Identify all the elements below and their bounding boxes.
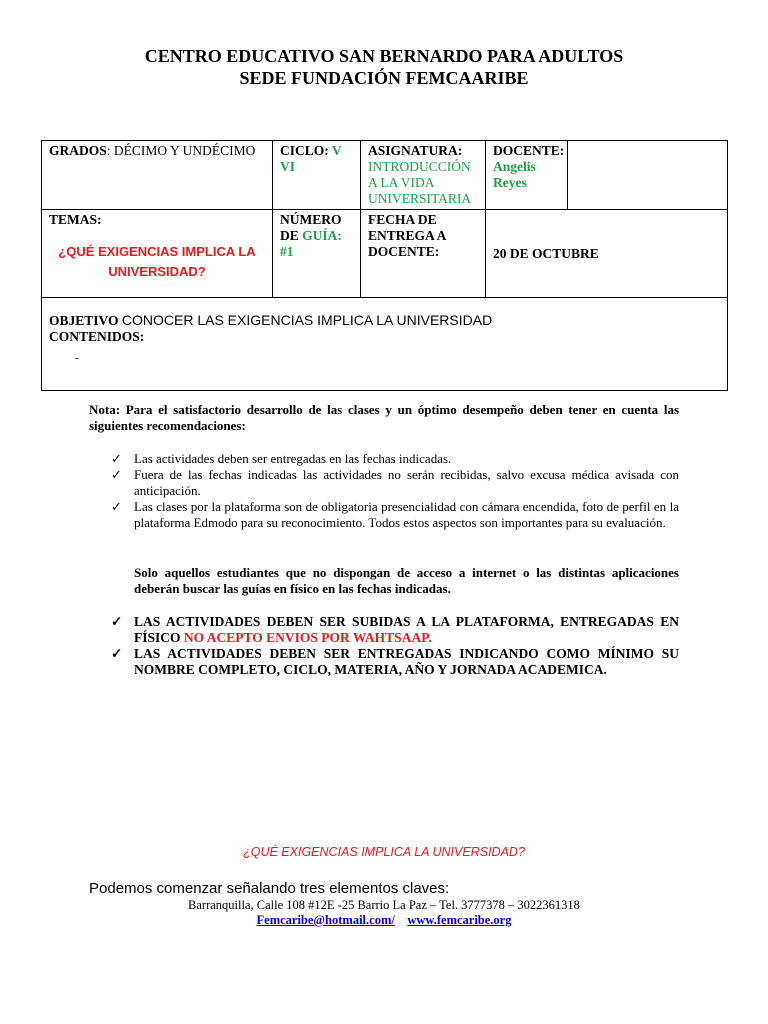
school-name: CENTRO EDUCATIVO SAN BERNARDO PARA ADULTOS [144, 46, 624, 66]
rule-text: LAS ACTIVIDADES DEBEN SER SUBIDAS A LA PLATAFORMA, ENTREGADAS EN FÍSICO [134, 614, 679, 645]
docente-cell [486, 141, 568, 210]
recommendation-text: Fuera de las fechas indicadas las actividades no serán recibidas, salvo excusa médica avisada con anticipación. [134, 467, 679, 498]
contenidos-label: CONTENIDOS: [49, 329, 145, 344]
list-item [89, 467, 679, 499]
fecha-cell [361, 210, 486, 298]
solo-paragraph: Solo aquellos estudiantes que no dispongan de acceso a internet o las distintas aplicaciones deberán buscar las guías en físico en las fechas indicadas. [134, 565, 679, 596]
fecha-value: 20 DE OCTUBRE [493, 245, 599, 261]
website-link[interactable]: www.femcaribe.org [407, 913, 512, 927]
fecha-label: FECHA DE ENTREGA A DOCENTE: [368, 212, 446, 259]
ciclo-cell [273, 141, 361, 210]
ciclo-v: V [331, 143, 342, 158]
guia-number: #1 [280, 244, 294, 259]
footer-links [0, 913, 768, 928]
temas-cell [42, 210, 273, 298]
rules-list [89, 614, 679, 678]
list-item [89, 499, 679, 531]
list-item [89, 614, 679, 646]
rule-warning: NO ACEPTO ENVIOS POR WAHTSAAP. [183, 630, 432, 645]
check-icon: ✓ [111, 614, 123, 629]
check-icon: ✓ [111, 467, 122, 482]
email-link[interactable]: Femcaribe@hotmail.com/ [256, 913, 395, 927]
temas-label: TEMAS: [49, 212, 102, 227]
recommendation-text: Las clases por la plataforma son de obligatoria presencialidad con cámara encendida, foto de perfil en la plataforma Edmodo para su reconocimiento. Todos estos aspectos son importantes para su evaluación. [134, 499, 679, 530]
asignatura-cell [361, 141, 486, 210]
numero-label: NÚMERO DE [280, 212, 342, 243]
ciclo-vi: VI [280, 159, 296, 174]
list-item [89, 646, 679, 678]
check-icon: ✓ [111, 451, 122, 466]
docente-value: Angelis Reyes [493, 159, 536, 190]
nota-paragraph: Nota: Para el satisfactorio desarrollo de las clases y un óptimo desempeño deben tener en cuenta las siguientes recomendaciones: [89, 402, 679, 433]
recommendations-list [89, 451, 679, 531]
empty-cell [568, 141, 728, 210]
rule-text: LAS ACTIVIDADES DEBEN SER ENTREGADAS INDICANDO COMO MÍNIMO SU NOMBRE COMPLETO, CICLO, MATERIA, AÑO Y JORNADA ACADEMICA. [134, 646, 679, 677]
grados-cell [42, 141, 273, 210]
objetivo-label: OBJETIVO [49, 313, 122, 328]
info-table [41, 140, 728, 391]
numero-guia-cell [273, 210, 361, 298]
fecha-value-cell [486, 210, 728, 298]
intro-text: Podemos comenzar señalando tres elementos claves: [89, 880, 450, 897]
footer-address: Barranquilla, Calle 108 #12E -25 Barrio La Paz – Tel. 3777378 – 3022361318 [188, 898, 580, 912]
check-icon: ✓ [111, 646, 123, 661]
section-question: ¿QUÉ EXIGENCIAS IMPLICA LA UNIVERSIDAD? [243, 845, 525, 859]
grados-label: GRADOS [49, 143, 107, 158]
ciclo-label: CICLO: [280, 143, 332, 158]
recommendation-text: Las actividades deben ser entregadas en las fechas indicadas. [134, 451, 452, 466]
grados-value: : DÉCIMO Y UNDÉCIMO [106, 143, 256, 158]
list-item [89, 451, 679, 467]
check-icon: ✓ [111, 499, 122, 514]
school-branch: SEDE FUNDACIÓN FEMCAARIBE [239, 68, 529, 88]
docente-label: DOCENTE: [493, 143, 565, 158]
contenidos-dash: - [75, 352, 79, 364]
asignatura-value: INTRODUCCIÓN A LA VIDA UNIVERSITARIA [368, 159, 472, 206]
temas-question: ¿QUÉ EXIGENCIAS IMPLICA LA UNIVERSIDAD? [58, 244, 256, 279]
guia-word: GUÍA: [302, 228, 342, 243]
objetivo-cell [42, 298, 728, 391]
objetivo-value: CONOCER LAS EXIGENCIAS IMPLICA LA UNIVERSIDAD [121, 312, 493, 328]
asignatura-label: ASIGNATURA: [368, 143, 463, 158]
